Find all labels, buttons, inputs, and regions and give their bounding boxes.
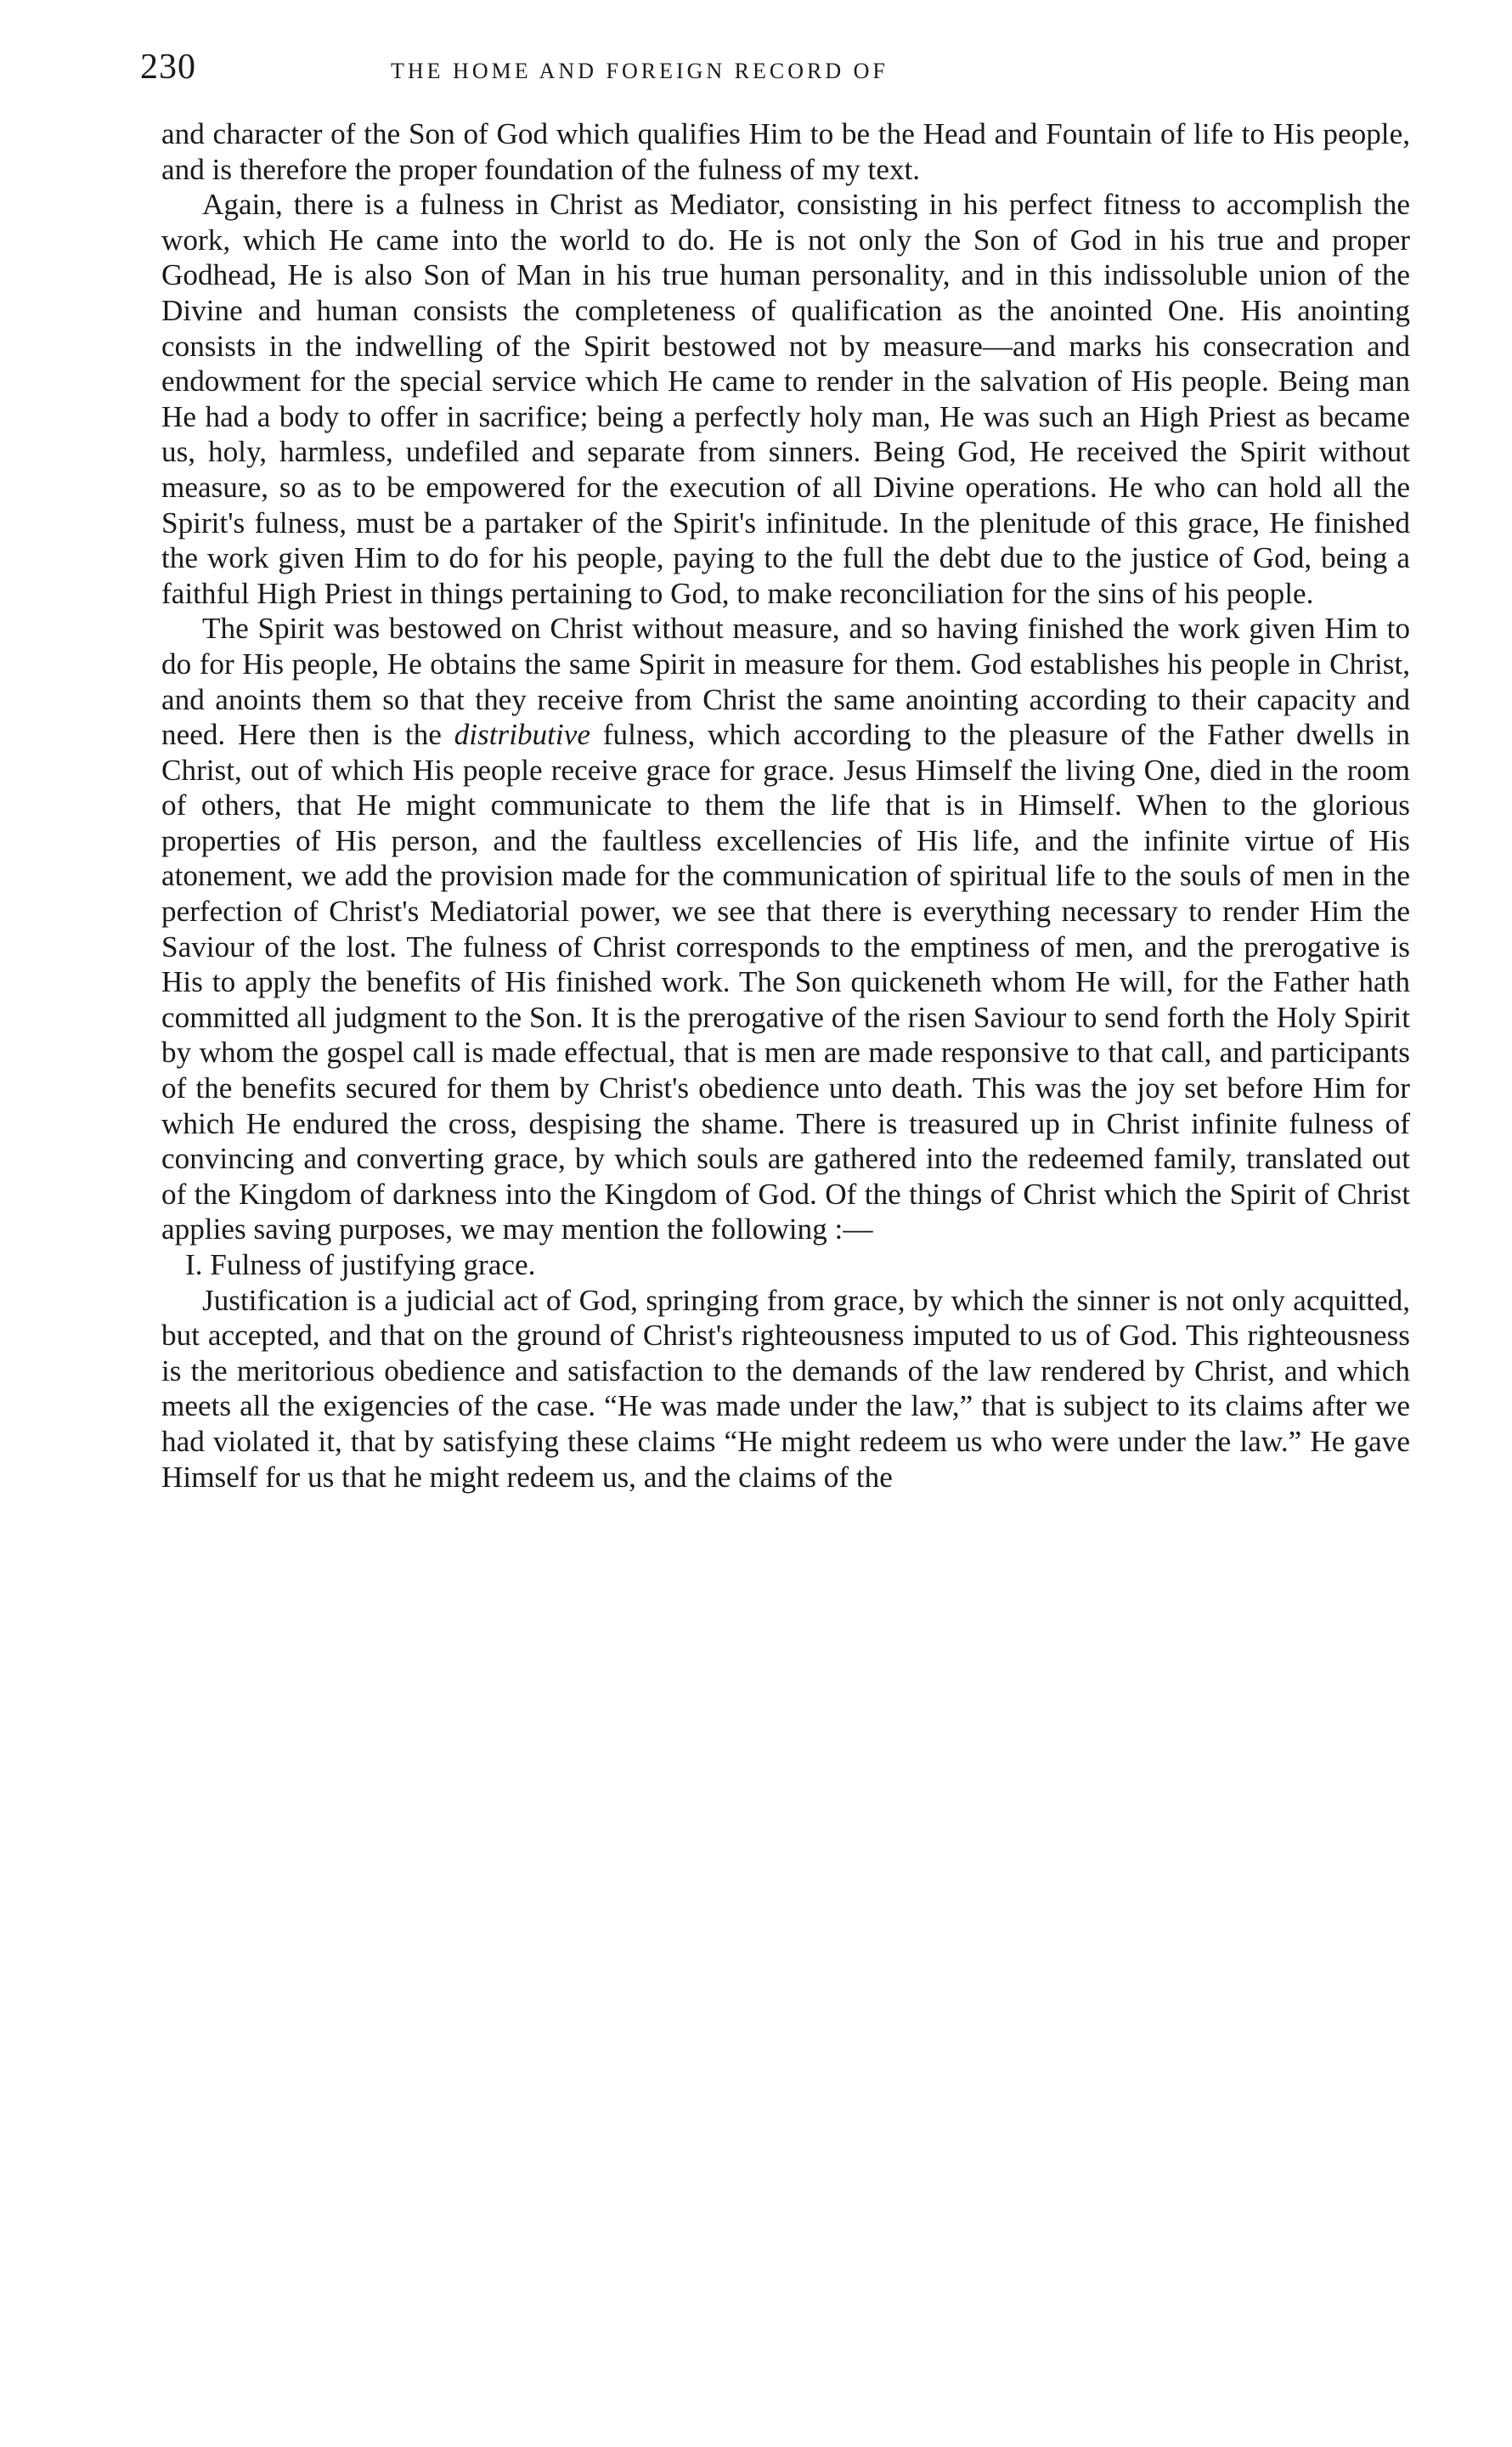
section-heading-justifying-grace: I. Fulness of justifying grace.: [185, 1248, 536, 1281]
body-text: [161, 116, 1410, 1495]
page-header: [140, 47, 1410, 98]
emphasis-distributive: distributive: [454, 718, 590, 752]
paragraph-spirit-bestowed: [161, 611, 1410, 1247]
paragraph-mediator-fulness: Again, there is a fulness in Christ as Mediator, consisting in his perfect fitness to accomplish the work, which He came into the world to do. He is not only the Son of God in his true and proper Godhead, He is also Son of Man in his true human personality, and in this indissoluble union of the Divine and human consists the completeness of qualification as the anointed One. His anointing consists in the indwelling of the Spirit bestowed not by measure—and marks his consecration and endowment for the special service which He came to render in the salvation of His people. Being man He had a body to offer in sacrifice; being a perfectly holy man, He was such an High Priest as became us, holy, harmless, undefiled and separate from sinners. Being God, He received the Spirit without measure, so as to be empowered for the execution of all Divine operations. He who can hold all the Spirit's fulness, must be a partaker of the Spirit's infinitude. In the plenitude of this grace, He finished the work given Him to do for his people, paying to the full the debt due to the justice of God, being a faithful High Priest in things pertaining to God, to make reconciliation for the sins of his people.: [161, 188, 1410, 610]
page: [140, 47, 1411, 1495]
page-number: 230: [140, 48, 196, 87]
paragraph-text-after: fulness, which according to the pleasure of the Father dwells in Christ, out of which His people receive grace for grace. Jesus Himself the living One, died in the room of others, that He might communicate to them the life that is in Himself. When to the glorious properties of His person, and the faultless excellencies of His life, and the infinite virtue of His atonement, we add the provision made for the communication of spiritual life to the souls of men in the perfection of Christ's Mediatorial power, we see that there is everything necessary to render Him the Saviour of the lost. The fulness of Christ corresponds to the emptiness of men, and the prerogative is His to apply the benefits of His finished work. The Son quickeneth whom He will, for the Father hath committed all judgment to the Son. It is the prerogative of the risen Saviour to send forth the Holy Spirit by whom the gospel call is made effectual, that is men are made responsive to that call, and participants of the benefits secured for them by Christ's obedience unto death. This was the joy set before Him for which He endured the cross, despising the shame. There is treasured up in Christ infinite fulness of convincing and converting grace, by which souls are gathered into the redeemed family, translated out of the Kingdom of darkness into the Kingdom of God. Of the things of Christ which the Spirit of Christ applies saving purposes, we may mention the following :—: [161, 718, 1411, 1246]
paragraph-text-before: The Spirit was bestowed on Christ without measure, and so having finished the work given Him to do for His people, He obtains the same Spirit in measure for them. God establishes his people in Christ, and anoints them so that they receive from Christ the same anointing according to their capacity and need. Here then is the: [161, 612, 1410, 752]
running-head: THE HOME AND FOREIGN RECORD OF: [391, 59, 889, 83]
paragraph-continuation: and character of the Son of God which qualifies Him to be the Head and Fountain of life to His people, and is therefore the proper foundation of the fulness of my text.: [161, 117, 1410, 186]
paragraph-justification: Justification is a judicial act of God, springing from grace, by which the sinner is not only acquitted, but accepted, and that on the ground of Christ's righteousness imputed to us of God. This righteousness is the meritorious obedience and satisfaction to the demands of the law rendered by Christ, and which meets all the exigencies of the case. “He was made under the law,” that is subject to its claims after we had violated it, that by satisfying these claims “He might redeem us who were under the law.” He gave Himself for us that he might redeem us, and the claims of the: [161, 1283, 1410, 1494]
